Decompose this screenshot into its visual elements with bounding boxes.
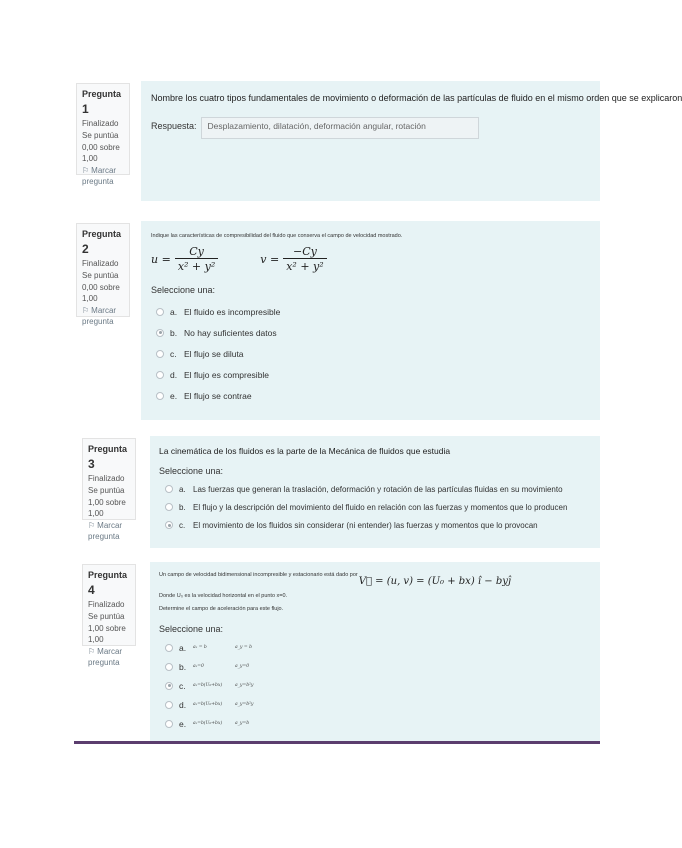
option-b[interactable] (165, 498, 591, 516)
question-score: Se puntúa 0,00 sobre 1,00 (82, 271, 120, 304)
option-letter: e. (179, 718, 187, 729)
flag-label: Marcar pregunta (82, 165, 117, 187)
select-prompt: Seleccione una: (159, 624, 224, 634)
radio-button[interactable] (165, 663, 173, 671)
denominator: x² + y² (175, 258, 218, 273)
question-title (88, 443, 130, 473)
question-content-1 (141, 81, 682, 201)
radio-button[interactable] (156, 350, 164, 358)
option-text: El movimiento de los fluidos sin considerar (ni entender) las fuerzas y momentos que lo provocan (193, 520, 538, 530)
option-b[interactable] (156, 322, 590, 343)
option-ax: aₓ=b(U₀+bx) (193, 702, 223, 707)
option-c[interactable] (156, 343, 590, 364)
flag-question-link[interactable] (88, 520, 130, 543)
option-text: El flujo se diluta (184, 348, 244, 359)
numerator: Cy (189, 245, 204, 258)
flag-label: Marcar pregunta (88, 520, 123, 542)
option-a[interactable] (165, 638, 591, 657)
denominator: x² + y² (283, 258, 326, 273)
option-c[interactable] (165, 676, 591, 695)
question-score: Se puntúa 1,00 sobre 1,00 (88, 486, 126, 519)
formula-lhs: u = (151, 252, 171, 266)
option-text: El flujo se contrae (184, 390, 252, 401)
option-ay: a_y=0 (235, 664, 250, 669)
option-text: Las fuerzas que generan la traslación, deformación y rotación de las partículas fluidas en su movimiento (193, 484, 563, 494)
option-text: El flujo y la descripción del movimiento del fluido en relación con las fuerzas y momentos que lo producen (193, 502, 568, 512)
flag-question-link[interactable] (82, 305, 124, 328)
formula-lhs: v = (260, 252, 280, 266)
question-content-4 (150, 562, 600, 741)
radio-button-selected[interactable] (165, 521, 173, 529)
radio-button-selected[interactable] (165, 682, 173, 690)
option-text: El fluido es incompresible (184, 306, 281, 317)
radio-button[interactable] (165, 503, 173, 511)
option-a[interactable] (156, 301, 590, 322)
question-content-2 (141, 221, 600, 420)
option-letter: c. (179, 680, 186, 691)
question-label: Pregunta (88, 570, 128, 580)
flag-label: Marcar pregunta (82, 305, 117, 327)
option-d[interactable] (165, 695, 591, 714)
answer-label: Respuesta: (151, 121, 197, 131)
question-title (82, 88, 124, 118)
answer-input[interactable]: Desplazamiento, dilatación, deformación angular, rotación (201, 117, 479, 139)
velocity-formula (151, 245, 590, 273)
option-letter: d. (179, 699, 187, 710)
option-letter: c. (170, 348, 177, 359)
question-info-2 (76, 223, 130, 327)
option-text: El flujo es compresible (184, 369, 270, 380)
option-letter: b. (170, 327, 178, 338)
flag-icon: ⚐ (82, 165, 90, 175)
option-letter: e. (170, 390, 178, 401)
option-letter: a. (170, 306, 178, 317)
question-title (88, 569, 130, 599)
question-content-3 (150, 436, 600, 548)
question-title (82, 228, 124, 258)
flag-icon: ⚐ (88, 520, 96, 530)
option-letter: b. (179, 502, 186, 512)
velocity-field-formula: V⃗ = (u, v) = (U₀ + bx) î − byĵ (358, 576, 511, 587)
option-d[interactable] (156, 364, 590, 385)
option-c[interactable] (165, 516, 591, 534)
question-line-2: Donde U₀ es la velocidad horizontal en el punto x=0. (159, 593, 288, 599)
question-text: Indique las características de compresibilidad del fluido que conserva el campo de velocidad mostrado. (151, 233, 403, 239)
option-b[interactable] (165, 657, 591, 676)
option-ax: aₓ=0 (193, 664, 204, 669)
page-bottom-divider (74, 741, 600, 744)
select-prompt: Seleccione una: (159, 466, 224, 476)
question-number: 2 (82, 242, 89, 257)
flag-label: Marcar pregunta (88, 646, 123, 668)
question-status: Finalizado (88, 600, 125, 610)
radio-button[interactable] (156, 371, 164, 379)
option-ax: aₓ = b (193, 645, 207, 650)
fraction (175, 245, 218, 273)
option-ax: aₓ=b(U₀+bx) (193, 721, 223, 726)
formula-v (260, 245, 326, 273)
options-list (159, 480, 591, 534)
option-ay: a_y = b (235, 645, 252, 650)
option-ay: a_y=b²y (235, 702, 254, 707)
question-label: Pregunta (88, 444, 128, 454)
radio-button[interactable] (165, 701, 173, 709)
question-info-1 (76, 83, 130, 187)
option-letter: c. (179, 520, 186, 530)
option-letter: a. (179, 484, 186, 494)
question-number: 3 (88, 457, 95, 472)
question-status: Finalizado (82, 119, 119, 129)
option-letter: a. (179, 642, 187, 653)
flag-question-link[interactable] (82, 165, 124, 188)
question-score: Se puntúa 0,00 sobre 1,00 (82, 131, 120, 164)
question-info-3 (82, 438, 136, 542)
options-list (159, 638, 591, 733)
radio-button-selected[interactable] (156, 329, 164, 337)
flag-question-link[interactable] (88, 646, 130, 669)
question-text: La cinemática de los fluidos es la parte de la Mecánica de fluidos que estudia (159, 446, 451, 456)
fraction (283, 245, 326, 273)
options-list (151, 301, 590, 406)
numerator: −Cy (293, 245, 317, 258)
question-label: Pregunta (82, 229, 122, 239)
question-text: Un campo de velocidad bidimensional incompresible y estacionario está dado por (159, 572, 358, 578)
question-number: 1 (82, 102, 89, 117)
option-text: No hay suficientes datos (184, 327, 277, 338)
radio-button[interactable] (156, 308, 164, 316)
option-e[interactable] (156, 385, 590, 406)
question-status: Finalizado (82, 259, 119, 269)
radio-button[interactable] (165, 485, 173, 493)
answer-row (151, 117, 590, 139)
option-ay: a_y=b (235, 721, 250, 726)
flag-icon: ⚐ (88, 646, 96, 656)
radio-button[interactable] (165, 644, 173, 652)
question-line-3: Determine el campo de aceleración para este flujo. (159, 606, 284, 612)
flag-icon: ⚐ (82, 305, 90, 315)
formula-u (151, 245, 218, 273)
option-e[interactable] (165, 714, 591, 733)
option-letter: d. (170, 369, 178, 380)
option-letter: b. (179, 661, 187, 672)
option-ax: aₓ=b(U₀+bx) (193, 683, 223, 688)
question-text: Nombre los cuatro tipos fundamentales de movimiento o deformación de las partículas de fluido en el mismo orden que se explicaron (151, 93, 682, 103)
question-score: Se puntúa 1,00 sobre 1,00 (88, 612, 126, 645)
select-prompt: Seleccione una: (151, 285, 216, 295)
option-a[interactable] (165, 480, 591, 498)
question-status: Finalizado (88, 474, 125, 484)
radio-button[interactable] (165, 720, 173, 728)
radio-button[interactable] (156, 392, 164, 400)
option-ay: a_y=b²y (235, 683, 254, 688)
question-info-4 (82, 564, 136, 668)
question-label: Pregunta (82, 89, 122, 99)
question-number: 4 (88, 583, 95, 598)
